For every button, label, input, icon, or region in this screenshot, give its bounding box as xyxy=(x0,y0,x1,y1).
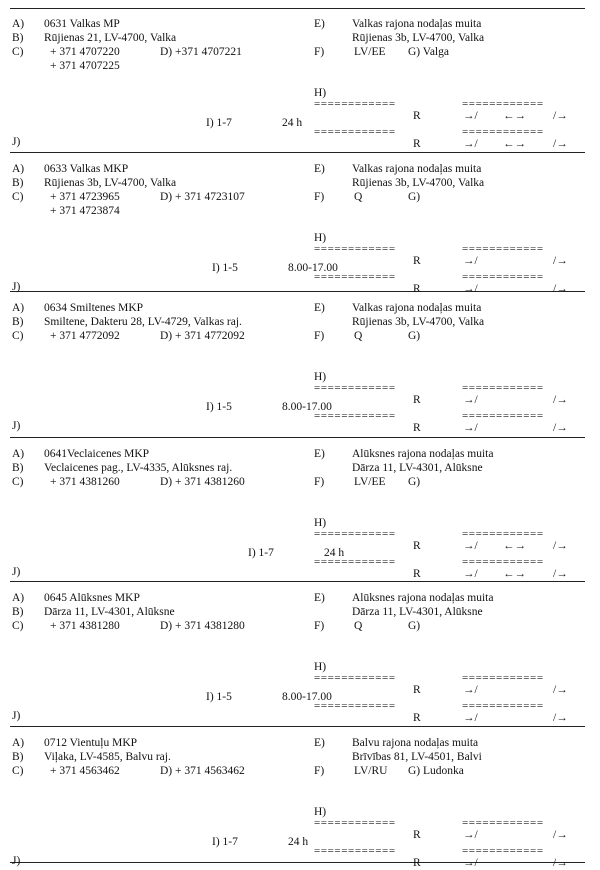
separator-equals: ============ xyxy=(314,700,396,712)
label-f: F) xyxy=(314,330,325,342)
direction-out: /→ xyxy=(553,712,568,724)
regime-code: R xyxy=(413,829,421,841)
working-hours: 8.00-17.00 xyxy=(282,691,332,703)
working-days: I) 1-7 xyxy=(206,117,232,129)
direction-out: /→ xyxy=(553,857,568,869)
label-a: A) xyxy=(12,163,25,175)
separator-equals: ============ xyxy=(462,382,544,394)
separator-equals: ============ xyxy=(314,410,396,422)
direction-in: →/ xyxy=(463,568,478,580)
label-b: B) xyxy=(12,177,24,189)
label-j: J) xyxy=(12,420,21,432)
direction-in: →/ xyxy=(463,283,478,295)
label-h: H) xyxy=(314,87,327,99)
post-name: 0641Veclaicenes MKP xyxy=(44,448,150,460)
label-j: J) xyxy=(12,855,21,867)
separator-equals: ============ xyxy=(462,817,544,829)
fax: D) + 371 4381280 xyxy=(160,620,245,632)
direction-out: /→ xyxy=(553,422,568,434)
post-address: Dārza 11, LV-4301, Alūksne xyxy=(44,606,175,618)
direction-out: /→ xyxy=(553,540,568,552)
working-days: I) 1-5 xyxy=(206,401,232,413)
label-e: E) xyxy=(314,18,325,30)
fax: D) + 371 4381260 xyxy=(160,476,245,488)
label-e: E) xyxy=(314,737,325,749)
office-address: Rūjienas 3b, LV-4700, Valka xyxy=(352,177,485,189)
working-days: I) 1-5 xyxy=(206,691,232,703)
separator-equals: ============ xyxy=(462,528,544,540)
label-c: C) xyxy=(12,191,24,203)
post-name: 0631 Valkas MP xyxy=(44,18,120,30)
direction-in: →/ xyxy=(463,857,478,869)
neighbour-post: G) Ludonka xyxy=(408,765,464,777)
direction-in: →/ xyxy=(463,110,478,122)
direction-out: /→ xyxy=(553,255,568,267)
working-days: I) 1-7 xyxy=(212,836,238,848)
office-address: Dārza 11, LV-4301, Alūksne xyxy=(352,462,483,474)
regime-code: R xyxy=(413,568,421,580)
label-j: J) xyxy=(12,566,21,578)
post-address: Rūjienas 21, LV-4700, Valka xyxy=(44,32,177,44)
direction-in: →/ xyxy=(463,684,478,696)
phone: + 371 4563462 xyxy=(50,765,120,777)
working-hours: 8.00-17.00 xyxy=(282,401,332,413)
neighbour-post: G) Valga xyxy=(408,46,449,58)
direction-out: /→ xyxy=(553,138,568,150)
office-address: Rūjienas 3b, LV-4700, Valka xyxy=(352,32,485,44)
regime-code: R xyxy=(413,283,421,295)
label-a: A) xyxy=(12,592,25,604)
label-j: J) xyxy=(12,136,21,148)
regime-code: R xyxy=(413,712,421,724)
neighbour-post: G) xyxy=(408,620,421,632)
separator-equals: ============ xyxy=(462,700,544,712)
label-c: C) xyxy=(12,330,24,342)
direction-in: →/ xyxy=(463,540,478,552)
separator-equals: ============ xyxy=(314,126,396,138)
separator-equals: ============ xyxy=(314,98,396,110)
working-hours: 24 h xyxy=(282,117,303,129)
separator-equals: ============ xyxy=(314,817,396,829)
label-e: E) xyxy=(314,302,325,314)
post-address: Smiltene, Dakteru 28, LV-4729, Valkas raj. xyxy=(44,316,242,328)
post-address: Veclaicenes pag., LV-4335, Alūksnes raj. xyxy=(44,462,233,474)
direction-out: /→ xyxy=(553,394,568,406)
label-h: H) xyxy=(314,661,327,673)
border-code: Q xyxy=(354,330,363,342)
fax: D) + 371 4563462 xyxy=(160,765,245,777)
direction-both: ←→ xyxy=(503,110,526,122)
separator-equals: ============ xyxy=(314,271,396,283)
direction-out: /→ xyxy=(553,684,568,696)
working-hours: 24 h xyxy=(324,547,345,559)
separator-equals: ============ xyxy=(314,845,396,857)
regime-code: R xyxy=(413,255,421,267)
label-e: E) xyxy=(314,163,325,175)
separator-equals: ============ xyxy=(314,382,396,394)
office-name: Valkas rajona nodaļas muita xyxy=(352,302,482,314)
direction-in: →/ xyxy=(463,829,478,841)
office-name: Alūksnes rajona nodaļas muita xyxy=(352,448,494,460)
fax: D) +371 4707221 xyxy=(160,46,242,58)
separator-equals: ============ xyxy=(462,845,544,857)
separator-equals: ============ xyxy=(314,243,396,255)
label-h: H) xyxy=(314,371,327,383)
separator-equals: ============ xyxy=(462,556,544,568)
regime-code: R xyxy=(413,422,421,434)
label-e: E) xyxy=(314,448,325,460)
border-code: Q xyxy=(354,620,363,632)
entry-list xyxy=(10,0,590,869)
separator-equals: ============ xyxy=(462,126,544,138)
direction-out: /→ xyxy=(553,568,568,580)
phone-2: + 371 4723874 xyxy=(50,205,120,217)
direction-in: →/ xyxy=(463,138,478,150)
phone-2: + 371 4707225 xyxy=(50,60,120,72)
label-j: J) xyxy=(12,281,21,293)
post-name: 0634 Smiltenes MKP xyxy=(44,302,144,314)
label-f: F) xyxy=(314,46,325,58)
separator-equals: ============ xyxy=(462,271,544,283)
label-f: F) xyxy=(314,191,325,203)
direction-out: /→ xyxy=(553,283,568,295)
direction-in: →/ xyxy=(463,394,478,406)
direction-in: →/ xyxy=(463,422,478,434)
working-hours: 8.00-17.00 xyxy=(288,262,338,274)
office-name: Valkas rajona nodaļas muita xyxy=(352,18,482,30)
regime-code: R xyxy=(413,138,421,150)
direction-out: /→ xyxy=(553,110,568,122)
direction-both: ←→ xyxy=(503,138,526,150)
border-code: LV/RU xyxy=(354,765,388,777)
label-h: H) xyxy=(314,517,327,529)
border-code: LV/EE xyxy=(354,46,386,58)
direction-in: →/ xyxy=(463,255,478,267)
regime-code: R xyxy=(413,110,421,122)
label-c: C) xyxy=(12,765,24,777)
label-f: F) xyxy=(314,765,325,777)
post-name: 0633 Valkas MKP xyxy=(44,163,129,175)
direction-in: →/ xyxy=(463,712,478,724)
neighbour-post: G) xyxy=(408,330,421,342)
separator-equals: ============ xyxy=(314,672,396,684)
neighbour-post: G) xyxy=(408,191,421,203)
label-a: A) xyxy=(12,737,25,749)
post-name: 0645 Alūksnes MKP xyxy=(44,592,140,604)
fax: D) + 371 4772092 xyxy=(160,330,245,342)
label-b: B) xyxy=(12,462,24,474)
border-code: LV/EE xyxy=(354,476,386,488)
separator-equals: ============ xyxy=(462,98,544,110)
label-f: F) xyxy=(314,620,325,632)
office-address: Brīvības 81, LV-4501, Balvi xyxy=(352,751,482,763)
regime-code: R xyxy=(413,394,421,406)
office-address: Dārza 11, LV-4301, Alūksne xyxy=(352,606,483,618)
label-e: E) xyxy=(314,592,325,604)
post-address: Viļaka, LV-4585, Balvu raj. xyxy=(44,751,171,763)
label-h: H) xyxy=(314,232,327,244)
label-c: C) xyxy=(12,620,24,632)
direction-both: ←→ xyxy=(503,540,526,552)
fax: D) + 371 4723107 xyxy=(160,191,245,203)
label-b: B) xyxy=(12,751,24,763)
working-hours: 24 h xyxy=(288,836,309,848)
label-b: B) xyxy=(12,32,24,44)
label-j: J) xyxy=(12,710,21,722)
label-a: A) xyxy=(12,448,25,460)
separator-equals: ============ xyxy=(462,243,544,255)
office-address: Rūjienas 3b, LV-4700, Valka xyxy=(352,316,485,328)
label-c: C) xyxy=(12,46,24,58)
separator-equals: ============ xyxy=(462,410,544,422)
working-days: I) 1-7 xyxy=(248,547,274,559)
label-b: B) xyxy=(12,316,24,328)
office-name: Alūksnes rajona nodaļas muita xyxy=(352,592,494,604)
regime-code: R xyxy=(413,684,421,696)
separator-equals: ============ xyxy=(314,528,396,540)
phone: + 371 4381260 xyxy=(50,476,120,488)
office-name: Balvu rajona nodaļas muita xyxy=(352,737,479,749)
post-address: Rūjienas 3b, LV-4700, Valka xyxy=(44,177,177,189)
post-name: 0712 Vientuļu MKP xyxy=(44,737,138,749)
direction-both: ←→ xyxy=(503,568,526,580)
neighbour-post: G) xyxy=(408,476,421,488)
separator-equals: ============ xyxy=(462,672,544,684)
label-b: B) xyxy=(12,606,24,618)
phone: + 371 4381280 xyxy=(50,620,120,632)
phone: + 371 4772092 xyxy=(50,330,120,342)
working-days: I) 1-5 xyxy=(212,262,238,274)
office-name: Valkas rajona nodaļas muita xyxy=(352,163,482,175)
phone: + 371 4707220 xyxy=(50,46,120,58)
regime-code: R xyxy=(413,857,421,869)
label-f: F) xyxy=(314,476,325,488)
label-a: A) xyxy=(12,18,25,30)
border-code: Q xyxy=(354,191,363,203)
label-a: A) xyxy=(12,302,25,314)
phone: + 371 4723965 xyxy=(50,191,120,203)
separator-equals: ============ xyxy=(314,556,396,568)
direction-out: /→ xyxy=(553,829,568,841)
label-h: H) xyxy=(314,806,327,818)
label-c: C) xyxy=(12,476,24,488)
regime-code: R xyxy=(413,540,421,552)
